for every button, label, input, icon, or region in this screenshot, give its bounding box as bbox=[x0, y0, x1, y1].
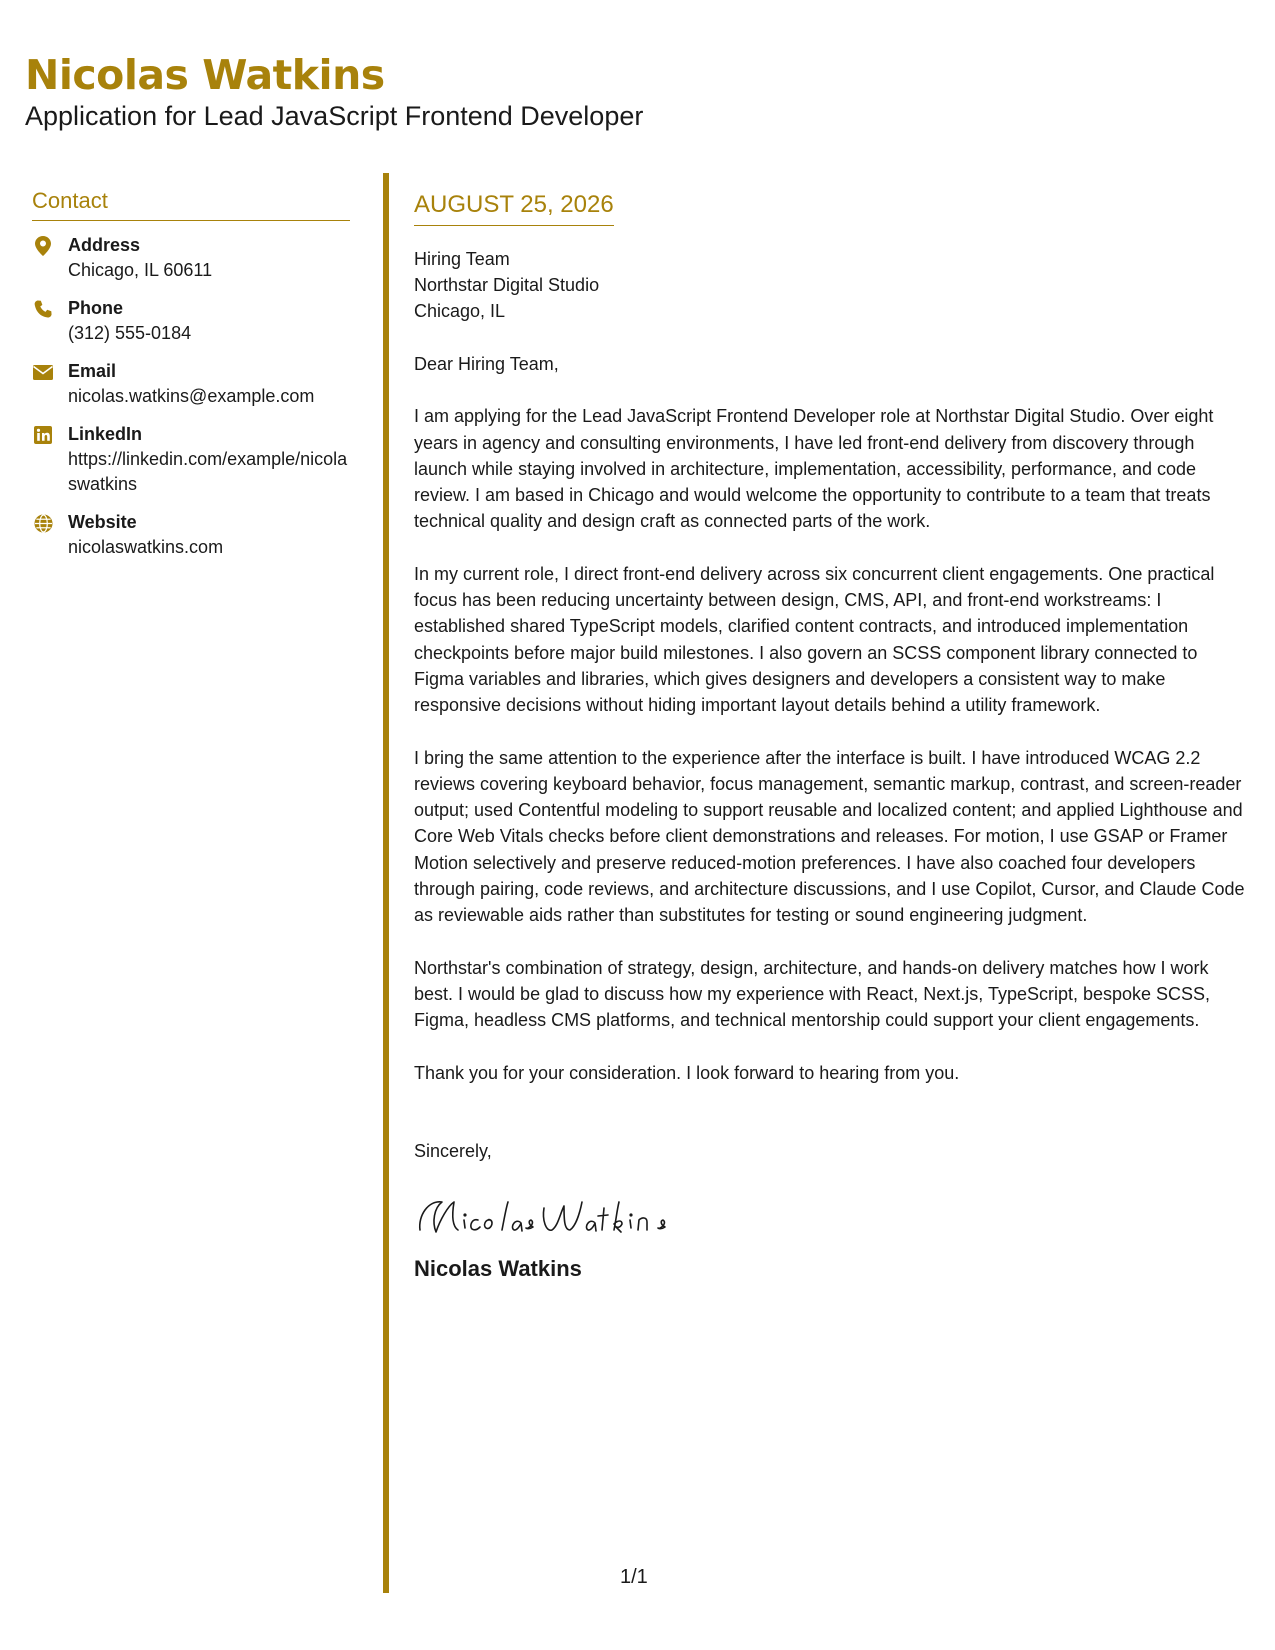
contact-item-phone bbox=[32, 296, 350, 346]
page-number: 1/1 bbox=[620, 1566, 648, 1588]
closing: Sincerely, bbox=[414, 1140, 492, 1161]
contact-sidebar bbox=[32, 188, 350, 573]
recipient-line: Northstar Digital Studio bbox=[414, 275, 600, 295]
handwritten-signature bbox=[414, 1186, 1252, 1246]
contact-label: Address bbox=[68, 235, 141, 255]
letter-paragraph: I am applying for the Lead JavaScript Frontend Developer role at Northstar Digital Studio. Over eight years in agency and consulting environments, I have led front-end delivery from discovery through launch while staying involved in architecture, implementation, accessibility, performance, and code review. I am based in Chicago and would welcome the opportunity to contribute to a team that treats technical quality and design craft as connected parts of the work. bbox=[414, 406, 1214, 532]
letter-paragraph: Northstar's combination of strategy, design, architecture, and hands-on delivery matches how I work best. I would be glad to discuss how my experience with React, Next.js, TypeScript, bespoke SCSS, Figma, headless CMS platforms, and technical mentorship could support your client engagements. bbox=[414, 957, 1211, 1031]
recipient-line: Hiring Team bbox=[414, 249, 510, 269]
letter-header bbox=[25, 50, 643, 132]
contact-label: Phone bbox=[68, 298, 124, 318]
contact-item-address bbox=[32, 233, 350, 283]
application-subtitle: Application for Lead JavaScript Frontend Developer bbox=[25, 101, 644, 131]
contact-item-website bbox=[32, 510, 350, 560]
vertical-divider bbox=[383, 173, 389, 1593]
recipient-block bbox=[414, 246, 1252, 324]
envelope-icon bbox=[32, 361, 54, 383]
salutation: Dear Hiring Team, bbox=[414, 354, 559, 374]
letter-paragraph: In my current role, I direct front-end delivery across six concurrent client engagements. One practical focus has been reducing uncertainty between design, CMS, API, and front-end workstreams: I established shared TypeScript models, clarified content contracts, and introduced implementation checkpoints before major build milestones. I also govern an SCSS component library connected to Figma variables and libraries, which gives designers and developers a consistent way to make responsive decisions without hiding important layout details behind a utility framework. bbox=[414, 563, 1215, 716]
globe-icon bbox=[32, 512, 54, 534]
contact-label: LinkedIn bbox=[68, 424, 143, 444]
signer-name: Nicolas Watkins bbox=[414, 1256, 582, 1282]
contact-value[interactable]: https://linkedin.com/example/nicolaswatkins bbox=[68, 449, 348, 494]
letter-paragraph: Thank you for your consideration. I look forward to hearing from you. bbox=[414, 1062, 960, 1083]
contact-item-linkedin bbox=[32, 422, 350, 497]
applicant-name: Nicolas Watkins bbox=[25, 51, 385, 99]
contact-value: nicolas.watkins@example.com bbox=[68, 386, 315, 406]
contact-value: Chicago, IL 60611 bbox=[68, 260, 213, 280]
contact-item-email bbox=[32, 359, 350, 409]
letter-date: AUGUST 25, 2026 bbox=[414, 190, 614, 226]
phone-icon bbox=[32, 298, 54, 320]
contact-label: Website bbox=[68, 512, 137, 532]
recipient-line: Chicago, IL bbox=[414, 301, 506, 321]
contact-value[interactable]: nicolaswatkins.com bbox=[68, 537, 224, 557]
contact-label: Email bbox=[68, 361, 117, 381]
letter-paragraph: I bring the same attention to the experience after the interface is built. I have introduced WCAG 2.2 reviews covering keyboard behavior, focus management, semantic markup, contrast, and screen-reader output; used Contentful modeling to support reusable and localized content; and applied Lighthouse and Core Web Vitals checks before client demonstrations and releases. For motion, I use GSAP or Framer Motion selectively and preserve reduced-motion preferences. I have also coached four developers through pairing, code reviews, and architecture discussions, and I use Copilot, Cursor, and Claude Code as reviewable aids rather than substitutes for testing or sound engineering judgment. bbox=[414, 747, 1245, 926]
contact-value: (312) 555-0184 bbox=[68, 323, 192, 343]
letter-body bbox=[414, 190, 1252, 1282]
map-pin-icon bbox=[32, 235, 54, 257]
contact-heading: Contact bbox=[32, 188, 350, 221]
linkedin-icon bbox=[32, 424, 54, 446]
